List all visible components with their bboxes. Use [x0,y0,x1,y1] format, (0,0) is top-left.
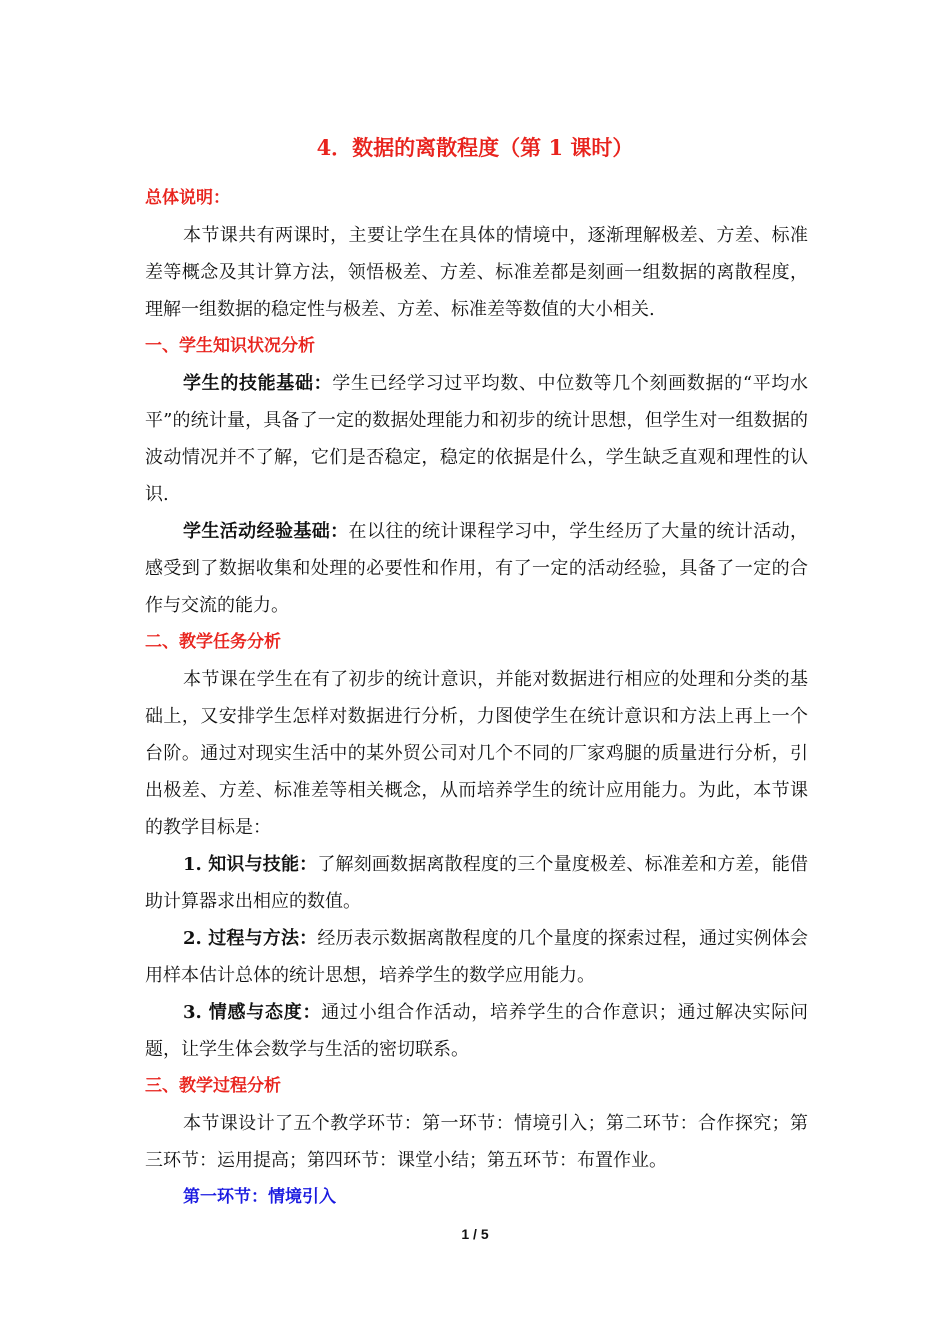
page-number: 1 / 5 [461,1226,489,1242]
goal-knowledge-paragraph [145,846,808,920]
goal-attitude-paragraph [145,994,808,1068]
activity-basis-paragraph [145,513,808,624]
overview-paragraph: 本节课共有两课时，主要让学生在具体的情境中，逐渐理解极差、方差、标准差等概念及其计算方法，领悟极差、方差、标准差都是刻画一组数据的离散程度，理解一组数据的稳定性与极差、方差、标准差等数值的大小相关. [145,225,808,320]
skill-basis-label: 学生的技能基础： [183,373,333,394]
section1-heading: 一、学生知识状况分析 [145,336,315,356]
section2-heading: 二、教学任务分析 [145,632,281,652]
task-analysis-paragraph: 本节课在学生在有了初步的统计意识，并能对数据进行相应的处理和分类的基础上，又安排学生怎样对数据进行分析，力图使学生在统计意识和方法上再上一个台阶。通过对现实生活中的某外贸公司对几个不同的厂家鸡腿的质量进行分析，引出极差、方差、标准差等相关概念，从而培养学生的统计应用能力。为此，本节课的教学目标是： [145,669,808,838]
section3-heading: 三、教学过程分析 [145,1076,281,1096]
stage1-heading: 第一环节：情境引入 [183,1187,336,1207]
activity-basis-label: 学生活动经验基础： [183,521,349,542]
goal-process-label: 2. 过程与方法： [183,928,318,949]
process-paragraph: 本节课设计了五个教学环节：第一环节：情境引入；第二环节：合作探究；第三环节：运用提高；第四环节：课堂小结；第五环节：布置作业。 [145,1113,808,1171]
goal-attitude-label: 3. 情感与态度： [183,1002,322,1023]
document-title: 4．数据的离散程度（第 1 课时） [316,135,634,160]
activity-basis-text: 在以往的统计课程学习中，学生经历了大量的统计活动，感受到了数据收集和处理的必要性和作用，有了一定的活动经验，具备了一定的合作与交流的能力。 [145,521,808,616]
goal-knowledge-label: 1. 知识与技能： [183,854,318,875]
skill-basis-text: 学生已经学习过平均数、中位数等几个刻画数据的“平均水平”的统计量，具备了一定的数据处理能力和初步的统计思想，但学生对一组数据的波动情况并不了解，它们是否稳定，稳定的依据是什么，学生缺乏直观和理性的认识. [145,373,809,505]
skill-basis-paragraph [145,365,808,513]
goal-process-paragraph [145,920,808,994]
goal-process-text: 经历表示数据离散程度的几个量度的探索过程，通过实例体会用样本估计总体的统计思想，培养学生的数学应用能力。 [145,928,809,986]
overview-heading: 总体说明： [145,188,230,208]
goal-attitude-text: 通过小组合作活动，培养学生的合作意识；通过解决实际问题，让学生体会数学与生活的密切联系。 [145,1002,808,1060]
goal-knowledge-text: 了解刻画数据离散程度的三个量度极差、标准差和方差，能借助计算器求出相应的数值。 [145,854,809,912]
document-body [145,180,808,1216]
